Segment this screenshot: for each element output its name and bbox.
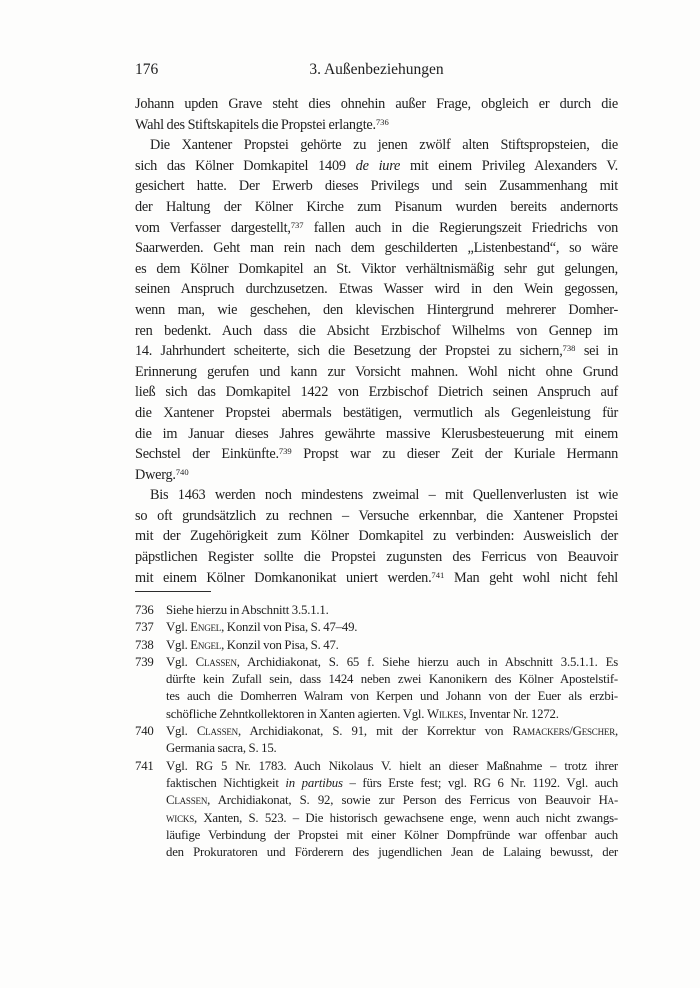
footnote-line: Vgl. RG 5 Nr. 1783. Auch Nikolaus V. hielt an dieser Maßnahme – trotz ihrer: [166, 758, 618, 773]
body-line: 14. Jahrhundert scheiterte, sich die Besetzung der Propstei zu sichern,$^{738}$ sei in: [135, 343, 619, 360]
body-line: die Xantener Propstei abermals bestätigen, vermutlich als Gegenleistung für: [135, 404, 618, 421]
running-header-title: 3. Außenbeziehungen: [309, 61, 444, 78]
body-line: Erinnerung gerufen und kann zur Vorsicht mahnen. Wohl nicht ohne Grund: [135, 363, 618, 380]
body-line: wenn man, wie geschehen, den klevischen Hintergrund mehrerer Domher-: [135, 301, 618, 318]
footnote-line: Vgl. Engel, Konzil von Pisa, S. 47.: [166, 637, 339, 652]
footnote-separator: [135, 591, 211, 592]
body-line: Bis 1463 werden noch mindestens zweimal – mit Quellenverlusten ist wie: [150, 487, 618, 504]
body-line: mit der Zugehörigkeit zum Kölner Domkapitel zu verbinden: Ausweislich der: [135, 528, 618, 545]
body-line: Dwerg.$^{740}$: [135, 466, 189, 483]
footnote-number: 738: [135, 637, 154, 652]
footnote-line: tes auch die Domherren Walram von Kerpen und Johann von der Euer als erzbi-: [166, 689, 618, 704]
body-line: Johann upden Grave steht dies ohnehin außer Frage, obgleich er durch die: [135, 96, 618, 112]
footnote-number: 736: [135, 603, 154, 617]
body-line: sich das Kölner Domkapitel 1409 de iure mit einem Privileg Alexanders V.: [135, 157, 618, 174]
body-line: mit einem Kölner Domkanonikat uniert werden.$^{741}$ Man geht wohl nicht fehl: [135, 569, 618, 586]
footnote-line: Germania sacra, S. 15.: [166, 741, 277, 756]
body-line: vom Verfasser dargestellt,$^{737}$ fallen auch in die Regierungszeit Friedrichs von: [135, 219, 618, 236]
body-line: Sechstel der Einkünfte.$^{739}$ Propst war zu dieser Zeit der Kuriale Hermann: [135, 446, 618, 463]
body-line: der Haltung der Kölner Kirche zum Pisanum wurden bereits andernorts: [135, 198, 618, 215]
footnote-line: Vgl. Classen, Archidiakonat, S. 91, mit der Korrektur von Ramackers/Gescher,: [166, 724, 618, 739]
footnote-line: schöfliche Zehntkollektoren in Xanten agierten. Vgl. Wilkes, Inventar Nr. 1272.: [166, 706, 559, 721]
footnote-line: den Prokuratoren und Förderern des jugendlichen Jean de Lalaing bewusst, der: [166, 845, 618, 860]
body-line: Saarwerden. Geht man rein nach dem geschilderten „Listenbestand“, so wäre: [135, 240, 618, 257]
page-number: 176: [135, 61, 159, 78]
footnote-number: 740: [135, 724, 154, 739]
body-line: es dem Kölner Domkapitel an St. Viktor verhältnismäßig sehr gut gelungen,: [135, 260, 618, 277]
footnote-741: [135, 758, 618, 862]
body-line: ließ sich das Domkapitel 1422 von Erzbischof Dietrich seinen Anspruch auf: [135, 384, 618, 401]
body-line: gesichert hatte. Der Erwerb dieses Privilegs und sein Zusammenhang mit: [135, 178, 618, 195]
footnote-number: 737: [135, 620, 154, 635]
footnote-738: [135, 637, 618, 654]
body-line: päpstlichen Register sollte die Propstei zugunsten des Ferricus von Beauvoir: [135, 549, 618, 566]
body-line: Wahl des Stiftskapitels die Propstei erlangte.$^{736}$: [135, 116, 389, 133]
body-text: [135, 94, 618, 588]
footnote-736: [135, 602, 618, 619]
running-head: [135, 61, 618, 79]
footnote-740: [135, 723, 618, 758]
footnote-line: Vgl. Classen, Archidiakonat, S. 65 f. Siehe hierzu auch in Abschnitt 3.5.1.1. Es: [166, 654, 618, 669]
footnote-line: Classen, Archidiakonat, S. 92, sowie zur Person des Ferricus von Beauvoir Ha-: [166, 793, 618, 808]
footnotes: [135, 602, 618, 861]
footnote-737: [135, 619, 618, 636]
footnote-number: 739: [135, 654, 154, 669]
footnote-line: dürfte kein Zufall sein, dass 1424 neben zwei Kanonikern des Kölner Apostelstif-: [166, 672, 618, 687]
footnote-line: faktischen Nichtigkeit in partibus – fürs Erste fest; vgl. RG 6 Nr. 1192. Vgl. auch: [166, 775, 619, 790]
footnote-line: wicks, Xanten, S. 523. – Die historisch gewachsene enge, wenn auch nicht zwangs-: [166, 810, 618, 825]
footnote-line: läufige Verbindung der Propstei mit einer Kölner Dompfründe war offenbar auch: [166, 827, 618, 842]
body-line: seinen Anspruch durchzusetzen. Etwas Wasser wird in den Wein gegossen,: [135, 281, 618, 298]
body-line: ren bedenkt. Auch dass die Absicht Erzbischof Wilhelms von Gennep im: [135, 322, 618, 339]
body-line: die im Januar dieses Jahres gewährte massive Klerusbesteuerung mit einem: [135, 425, 618, 442]
body-line: Die Xantener Propstei gehörte zu jenen zwölf alten Stiftspropsteien, die: [150, 137, 618, 154]
footnote-line: Vgl. Engel, Konzil von Pisa, S. 47–49.: [166, 620, 358, 635]
footnote-line: Siehe hierzu in Abschnitt 3.5.1.1.: [166, 603, 329, 617]
footnote-number: 741: [135, 758, 154, 773]
footnote-739: [135, 654, 618, 723]
body-line: so oft grundsätzlich zu rechnen – Versuche erkennbar, die Xantener Propstei: [135, 507, 618, 524]
